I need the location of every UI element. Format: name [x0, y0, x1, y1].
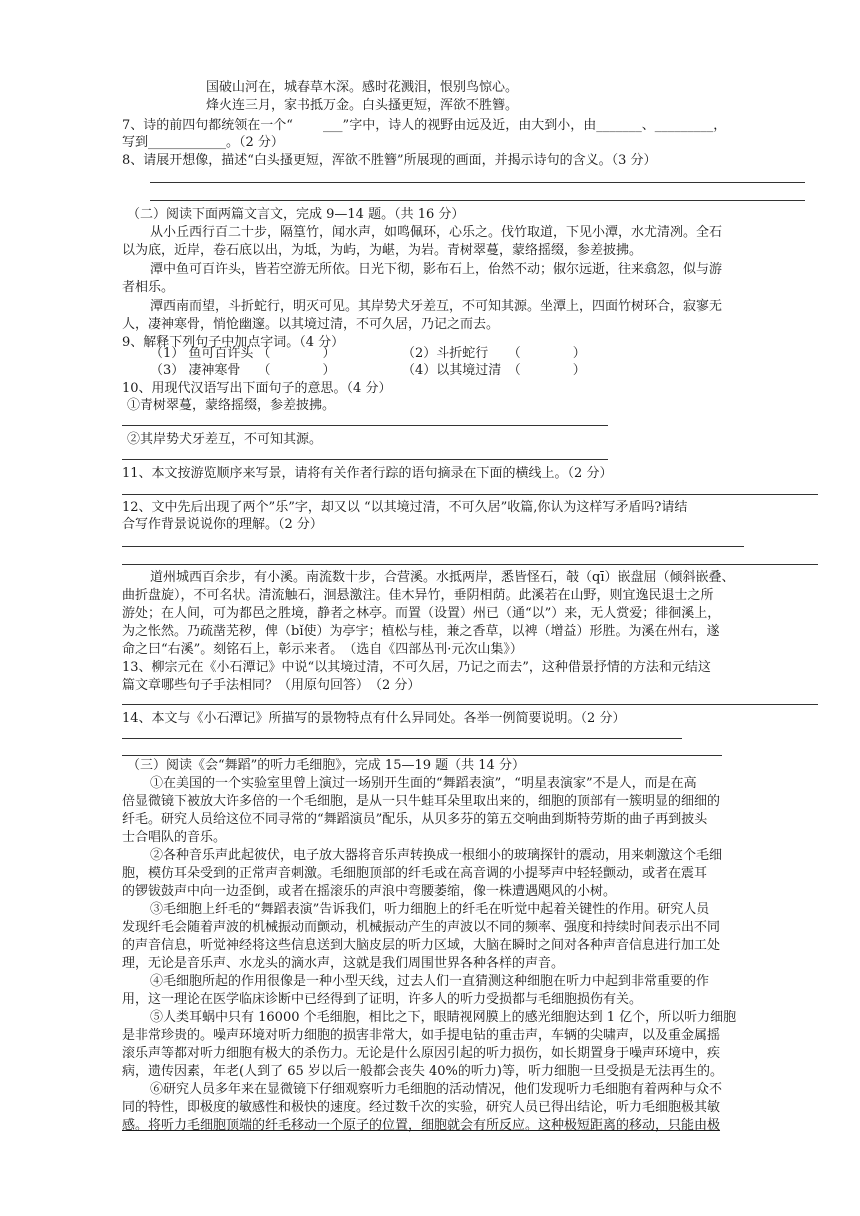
q10-item: ①青树翠蔓，蒙络摇缀，参差披拂。 [127, 398, 336, 413]
poem-line: 国破山河在，城春草木深。感时花溅泪，恨别鸟惊心。 [206, 80, 519, 95]
answer-line [122, 494, 818, 495]
question-12: 12、文中先后出现了两个”乐”字，却又以 “以其境过清，不可久居”收篇,你认为这样写矛盾吗?请结 [122, 500, 688, 515]
text2-para: 命之曰“右溪”。刻铭石上，彰示来者。 （选自《四部丛刊·元次山集》） [122, 642, 523, 657]
text3-para: 士合唱队的音乐。 [122, 830, 227, 845]
q9-item: （4）以其境过清 （ ） [402, 363, 586, 378]
text3-para: 病，遗传因素，年老(人到了 65 岁以后一般都会丧失 40%的听力)等，听力细胞一旦受损是无法再生的。 [122, 1064, 723, 1079]
answer-line [122, 564, 818, 565]
question-14: 14、本文与《小石潭记》所描写的景物特点有什么异同处。各举一例简要说明。（2 分） [122, 711, 626, 726]
text3-para: 理，无论是音乐声、水龙头的滴水声，这就是我们周围世界各种各样的声音。 [122, 956, 565, 971]
text3-para: ③毛细胞上纤毛的“舞蹈表演”告诉我们，听力细胞上的纤毛在听觉中起着关键性的作用。研究人员 [150, 902, 710, 917]
text1-para: 人，凄神寒骨，悄怆幽邃。以其境过清，不可久居，乃记之而去。 [122, 317, 500, 332]
answer-line [150, 200, 805, 201]
text2-para: 为之怅然。乃疏凿芜秽，俾（bǐ使）为亭宇；植松与桂，兼之香草，以裨（增益）形胜。为溪在州右，遂 [122, 624, 720, 639]
section-3-title: （三）阅读《会“舞蹈”的听力毛细胞》，完成 15—19 题（共 14 分） [127, 758, 525, 773]
q9-item: （2）斗折蛇行 （ ） [402, 346, 586, 361]
text3-para: 滚乐声等都对听力细胞有极大的杀伤力。无论是什么原因引起的听力损伤，如长期置身于噪声环境中，疾 [122, 1046, 721, 1061]
question-12-cont: 合写作背景说说你的理解。（2 分） [122, 517, 323, 532]
answer-line [122, 546, 744, 547]
text3-para: ④毛细胞所起的作用很像是一种小型天线，过去人们一直猜测这种细胞在听力中起到非常重要的作 [150, 974, 710, 989]
text3-para: 倍显微镜下被放大许多倍的一个毛细胞，是从一只牛蛙耳朵里取出来的，细胞的顶部有一簇明显的细细的 [122, 794, 721, 809]
q9-item: （1） 鱼可百许头 （ ） [150, 346, 336, 361]
answer-line [122, 704, 818, 705]
text3-para: 发现纤毛会随着声波的机械振动而颤动，机械振动产生的声波以不同的频率、强度和持续时间表示出不同 [122, 920, 721, 935]
answer-line [122, 738, 682, 739]
q10-item: ②其岸势犬牙差互，不可知其源。 [127, 432, 323, 447]
text3-para: 纤毛。研究人员给这位不同寻常的“舞蹈演员”配乐，从贝多芬的第五交响曲到斯特劳斯的曲子再到披头 [122, 812, 708, 827]
text3-para: ⑥研究人员多年来在显微镜下仔细观察听力毛细胞的活动情况，他们发现听力毛细胞有着两种与众不 [150, 1082, 723, 1097]
question-7-cont: 写到____________。（2 分） [122, 135, 284, 150]
text2-para: 道州城西百余步，有小溪。南流数十步，合营溪。水抵两岸，悉皆怪石，攲（qī）嵌盘屈（倾斜嵌叠、 [150, 570, 735, 585]
text1-para: 以为底，近岸，卷石底以出，为坻，为屿，为嵁，为岩。青树翠蔓，蒙络摇缀，参差披拂。 [122, 243, 643, 258]
text3-para: 的锣钹鼓声中向一边歪倒，或者在摇滚乐的声浪中弯腰萎缩，像一株遭遇飓风的小树。 [122, 884, 617, 899]
q9-item: （3） 凄神寒骨 （ ） [150, 363, 336, 378]
text1-para: 潭西南而望，斗折蛇行，明灭可见。其岸势犬牙差互，不可知其源。坐潭上，四面竹树环合，寂寥无 [150, 299, 723, 314]
text2-para: 曲折盘旋），不可名状。清流触石，洄悬激注。佳木异竹，垂阴相荫。此溪若在山野，则宜逸民退士之所 [122, 588, 714, 603]
text3-para: 胞，模仿耳朵受到的正常声音刺激。毛细胞顶部的纤毛或在高音调的小提琴声中轻轻颤动，或者在震耳 [122, 866, 708, 881]
answer-line [122, 755, 722, 756]
question-11: 11、本文按游览顺序来写景，请将有关作者行踪的语句摘录在下面的横线上。（2 分） [122, 466, 613, 481]
text3-para-underlined: 感。将听力毛细胞顶端的纤毛移动一个原子的位置，细胞就会有所反应。这种极短距离的移动，只能由极 [122, 1118, 721, 1133]
text3-para: ②各种音乐声此起彼伏，电子放大器将音乐声转换成一根细小的玻璃探针的震动，用来刺激这个毛细 [150, 848, 723, 863]
text1-para: 者相乐。 [122, 280, 175, 295]
text3-para: 同的特性，即极度的敏感性和极快的速度。经过数千次的实验，研究人员已得出结论，听力毛细胞极其敏 [122, 1100, 721, 1115]
text3-para: 的声音信息，听觉神经将这些信息送到大脑皮层的听力区域，大脑在瞬时之间对各种声音信息进行加工处 [122, 938, 721, 953]
section-2-title: （二）阅读下面两篇文言文，完成 9—14 题。（共 16 分） [127, 207, 465, 222]
question-7: 7、诗的前四句都统领在一个“ ___”字中，诗人的视野由远及近，由大到小，由_______、_________， [122, 118, 727, 133]
question-10: 10、用现代汉语写出下面句子的意思。（4 分） [122, 381, 392, 396]
text3-para: ①在美国的一个实验室里曾上演过一场别开生面的“舞蹈表演”，“明星表演家”不是人，而是在高 [150, 776, 697, 791]
question-13-cont: 篇文章哪些句子手法相同？（用原句回答） （2 分） [122, 678, 421, 693]
text2-para: 游处；在人间，可为都邑之胜境，静者之林亭。而置（设置）州已（通“以”）来，无人赏爱；徘徊溪上， [122, 606, 721, 621]
question-13: 13、柳宗元在《小石潭记》中说“以其境过清，不可久居，乃记之而去”，这种借景抒情的方法和元结这 [122, 660, 711, 675]
text3-para: 用，这一理论在医学临床诊断中已经得到了证明，许多人的听力受损都与毛细胞损伤有关。 [122, 992, 643, 1007]
question-9: 9、解释下列句子中加点字词。（4 分） [122, 335, 345, 350]
poem-line: 烽火连三月，家书抵万金。白头搔更短，浑欲不胜簪。 [206, 98, 519, 113]
text1-para: 从小丘西行百二十步，隔篁竹，闻水声，如鸣佩环，心乐之。伐竹取道，下见小潭，水尤清冽。全石 [150, 225, 723, 240]
answer-line [122, 425, 608, 426]
answer-line [122, 459, 608, 460]
question-8: 8、请展开想像，描述“白头搔更短，浑欲不胜簪”所展现的画面，并揭示诗句的含义。（3 分） [122, 153, 657, 168]
text3-para: ⑤人类耳蜗中只有 16000 个毛细胞，相比之下，眼睛视网膜上的感光细胞达到 1 亿个，所以听力细胞 [150, 1010, 737, 1025]
text1-para: 潭中鱼可百许头，皆若空游无所依。日光下彻，影布石上，佁然不动；俶尔远逝，往来翕忽，似与游 [150, 262, 723, 277]
answer-line [150, 182, 805, 183]
text3-para: 是非常珍贵的。噪声环境对听力细胞的损害非常大，如手提电钻的重击声，车辆的尖啸声，以及重金属摇 [122, 1028, 721, 1043]
